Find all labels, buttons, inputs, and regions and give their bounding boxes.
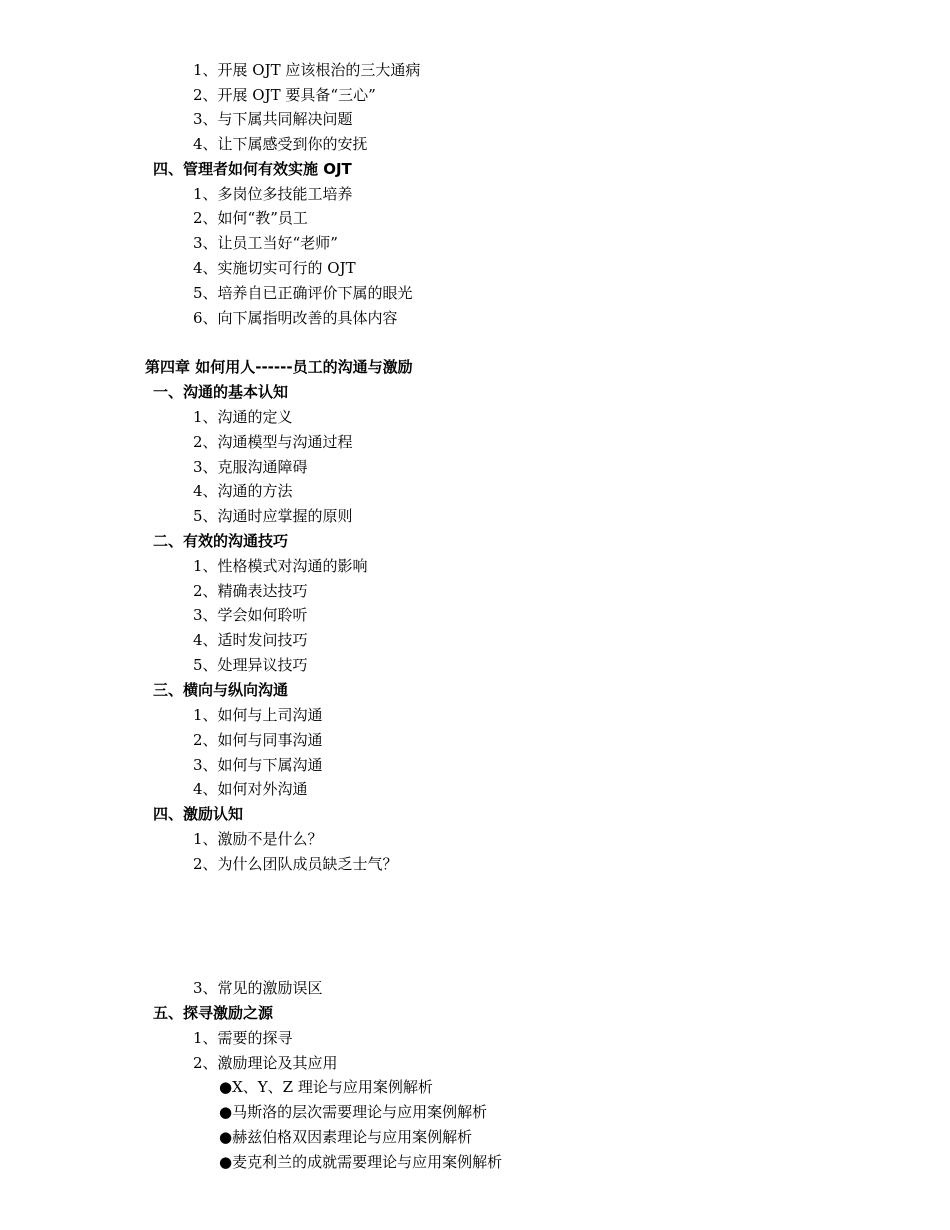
list-item: 4、适时发问技巧 <box>193 631 308 649</box>
list-item: 3、与下属共同解决问题 <box>193 110 353 128</box>
bullet-item: ●麦克利兰的成就需要理论与应用案例解析 <box>219 1153 503 1171</box>
list-item: 2、激励理论及其应用 <box>193 1054 338 1072</box>
list-item: 2、如何“教”员工 <box>193 209 308 227</box>
list-item: 3、常见的激励误区 <box>193 979 323 997</box>
list-item: 1、沟通的定义 <box>193 408 293 426</box>
list-item: 2、精确表达技巧 <box>193 582 308 600</box>
list-item: 1、性格模式对沟通的影响 <box>193 557 368 575</box>
list-item: 3、克服沟通障碍 <box>193 458 308 476</box>
section-heading: 四、激励认知 <box>153 805 244 823</box>
list-item: 4、实施切实可行的 OJT <box>193 259 356 277</box>
list-item: 5、培养自已正确评价下属的眼光 <box>193 284 413 302</box>
list-item: 2、开展 OJT 要具备“三心” <box>193 86 376 104</box>
list-item: 3、如何与下属沟通 <box>193 756 323 774</box>
section-heading: 二、有效的沟通技巧 <box>153 532 289 550</box>
list-item: 1、多岗位多技能工培养 <box>193 185 353 203</box>
list-item: 2、如何与同事沟通 <box>193 731 323 749</box>
list-item: 1、需要的探寻 <box>193 1029 293 1047</box>
list-item: 4、沟通的方法 <box>193 482 293 500</box>
list-item: 2、沟通模型与沟通过程 <box>193 433 353 451</box>
list-item: 5、沟通时应掌握的原则 <box>193 507 353 525</box>
section-heading: 一、沟通的基本认知 <box>153 383 289 401</box>
list-item: 1、开展 OJT 应该根治的三大通病 <box>193 61 421 79</box>
list-item: 2、为什么团队成员缺乏士气？ <box>193 855 398 873</box>
list-item: 5、处理异议技巧 <box>193 656 308 674</box>
bullet-item: ●赫兹伯格双因素理论与应用案例解析 <box>219 1128 473 1146</box>
section-heading: 四、管理者如何有效实施 OJT <box>153 160 352 178</box>
list-item: 1、激励不是什么？ <box>193 830 323 848</box>
list-item: 4、让下属感受到你的安抚 <box>193 135 368 153</box>
list-item: 6、向下属指明改善的具体内容 <box>193 309 398 327</box>
chapter-heading: 第四章 如何用人------员工的沟通与激励 <box>145 358 413 376</box>
section-heading: 三、横向与纵向沟通 <box>153 681 289 699</box>
list-item: 4、如何对外沟通 <box>193 780 308 798</box>
list-item: 3、让员工当好“老师” <box>193 234 338 252</box>
bullet-item: ●马斯洛的层次需要理论与应用案例解析 <box>219 1103 488 1121</box>
list-item: 1、如何与上司沟通 <box>193 706 323 724</box>
section-heading: 五、探寻激励之源 <box>153 1004 274 1022</box>
bullet-item: ●X、Y、Z 理论与应用案例解析 <box>219 1078 433 1096</box>
list-item: 3、学会如何聆听 <box>193 606 308 624</box>
